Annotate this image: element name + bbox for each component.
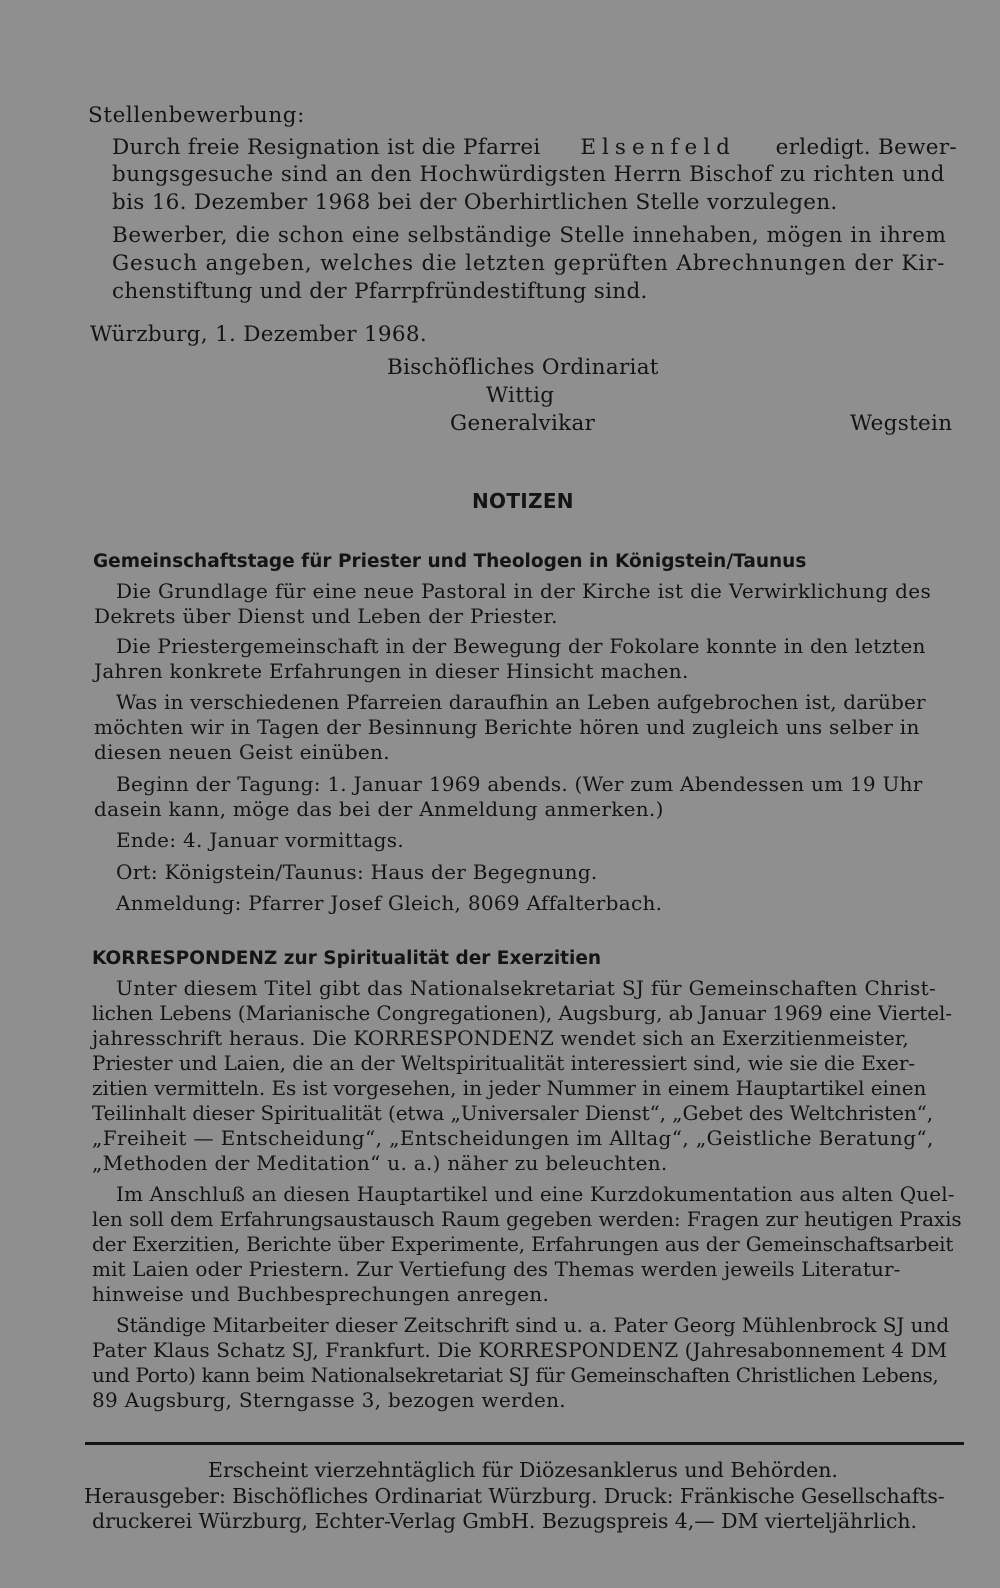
notice-2-line-16: und Porto) kann beim Nationalsekretariat SJ für Gemeinschaften Christlichen Lebens, [92, 1363, 939, 1387]
notice-2-line-13: hinweise und Buchbesprechungen anregen. [92, 1282, 550, 1306]
date-line: Würzburg, 1. Dezember 1968. [90, 322, 427, 347]
bewerbung-line-4: Bewerber, die schon eine selbständige Stelle innehaben, mögen in ihrem [112, 223, 947, 248]
signature-secondary: Wegstein [850, 411, 953, 436]
bewerbung-line-3: bis 16. Dezember 1968 bei der Oberhirtlichen Stelle vorzulegen. [112, 190, 838, 215]
notice-2-line-7: „Freiheit — Entscheidung“, „Entscheidungen im Alltag“, „Geistliche Beratung“, [92, 1126, 934, 1150]
section-title-notizen: NOTIZEN [472, 489, 574, 513]
bewerbung-line-1a: Durch freie Resignation ist die Pfarrei [112, 135, 541, 160]
notice-2-line-1: Unter diesem Titel gibt das Nationalsekretariat SJ für Gemeinschaften Christ- [116, 976, 937, 1000]
notice-1-line-5: Was in verschiedenen Pfarreien daraufhin an Leben aufgebrochen ist, darüber [116, 690, 926, 714]
bewerbung-line-1 [112, 134, 957, 161]
notice-2-line-15: Pater Klaus Schatz SJ, Frankfurt. Die KORRESPONDENZ (Jahresabonnement 4 DM [92, 1338, 948, 1362]
signature-name: Wittig [486, 383, 555, 408]
notice-2-line-8: „Methoden der Meditation“ u. a.) näher zu beleuchten. [92, 1151, 668, 1175]
footer-rule [85, 1442, 964, 1445]
notice-1-line-7: diesen neuen Geist einüben. [94, 740, 390, 764]
notice-2-line-9: Im Anschluß an diesen Hauptartikel und eine Kurzdokumentation aus alten Quel- [116, 1182, 955, 1206]
notice-1-line-9: dasein kann, möge das bei der Anmeldung anmerken.) [94, 797, 664, 821]
bewerbung-line-2: bungsgesuche sind an den Hochwürdigsten Herrn Bischof zu richten und [112, 162, 945, 187]
notice-heading-gemeinschaftstage: Gemeinschaftstage für Priester und Theologen in Königstein/Taunus [93, 551, 807, 572]
notice-2-line-14: Ständige Mitarbeiter dieser Zeitschrift sind u. a. Pater Georg Mühlenbrock SJ und [116, 1313, 950, 1337]
notice-2-line-5: zitien vermitteln. Es ist vorgesehen, in jeder Nummer in einem Hauptartikel einen [92, 1076, 927, 1100]
notice-2-line-11: der Exerzitien, Berichte über Experimente, Erfahrungen aus der Gemeinschaftsarbeit [92, 1232, 954, 1256]
notice-1-line-4: Jahren konkrete Erfahrungen in dieser Hinsicht machen. [94, 659, 689, 683]
footer-line-1: Erscheint vierzehntäglich für Diözesanklerus und Behörden. [208, 1458, 838, 1482]
notice-1-line-8: Beginn der Tagung: 1. Januar 1969 abends. (Wer zum Abendessen um 19 Uhr [116, 772, 923, 796]
bewerbung-line-1b: erledigt. Bewer- [775, 135, 957, 160]
notice-2-line-17: 89 Augsburg, Sterngasse 3, bezogen werden. [92, 1388, 566, 1412]
notice-1-line-10: Ende: 4. Januar vormittags. [116, 828, 404, 852]
notice-1-line-2: Dekrets über Dienst und Leben der Priester. [94, 604, 558, 628]
notice-1-line-1: Die Grundlage für eine neue Pastoral in der Kirche ist die Verwirklichung des [116, 579, 932, 603]
section-title-stellenbewerbung: Stellenbewerbung: [88, 103, 305, 128]
notice-1-line-6: möchten wir in Tagen der Besinnung Berichte hören und zugleich uns selber in [94, 715, 920, 739]
notice-1-line-12: Anmeldung: Pfarrer Josef Gleich, 8069 Affalterbach. [116, 891, 663, 915]
notice-2-line-6: Teilinhalt dieser Spiritualität (etwa „Universaler Dienst“, „Gebet des Weltchristen“, [92, 1101, 933, 1125]
notice-2-line-4: Priester und Laien, die an der Weltspiritualität interessiert sind, wie sie die Exer- [92, 1051, 916, 1075]
notice-heading-korrespondenz: KORRESPONDENZ zur Spiritualität der Exerzitien [92, 948, 602, 969]
notice-2-line-12: mit Laien oder Priestern. Zur Vertiefung des Themas werden jeweils Literatur- [92, 1257, 901, 1281]
signature-ordinariat: Bischöfliches Ordinariat [387, 355, 659, 380]
notice-2-line-2: lichen Lebens (Marianische Congregationen), Augsburg, ab Januar 1969 eine Viertel- [92, 1001, 952, 1025]
parish-name: Elsenfeld [580, 135, 736, 160]
footer-line-3: druckerei Würzburg, Echter-Verlag GmbH. Bezugspreis 4,— DM vierteljährlich. [92, 1509, 918, 1533]
notice-1-line-11: Ort: Königstein/Taunus: Haus der Begegnung. [116, 860, 598, 884]
notice-1-line-3: Die Priestergemeinschaft in der Bewegung der Fokolare konnte in den letzten [116, 634, 926, 658]
bewerbung-line-5: Gesuch angeben, welches die letzten geprüften Abrechnungen der Kir- [112, 251, 946, 276]
notice-2-line-10: len soll dem Erfahrungsaustausch Raum gegeben werden: Fragen zur heutigen Praxis [92, 1207, 962, 1231]
bewerbung-line-6: chenstiftung und der Pfarrpfründestiftung sind. [112, 279, 648, 304]
signature-role: Generalvikar [450, 411, 596, 436]
notice-2-line-3: jahresschrift heraus. Die KORRESPONDENZ wendet sich an Exerzitienmeister, [92, 1026, 909, 1050]
footer-line-2: Herausgeber: Bischöfliches Ordinariat Würzburg. Druck: Fränkische Gesellschafts- [84, 1484, 945, 1508]
